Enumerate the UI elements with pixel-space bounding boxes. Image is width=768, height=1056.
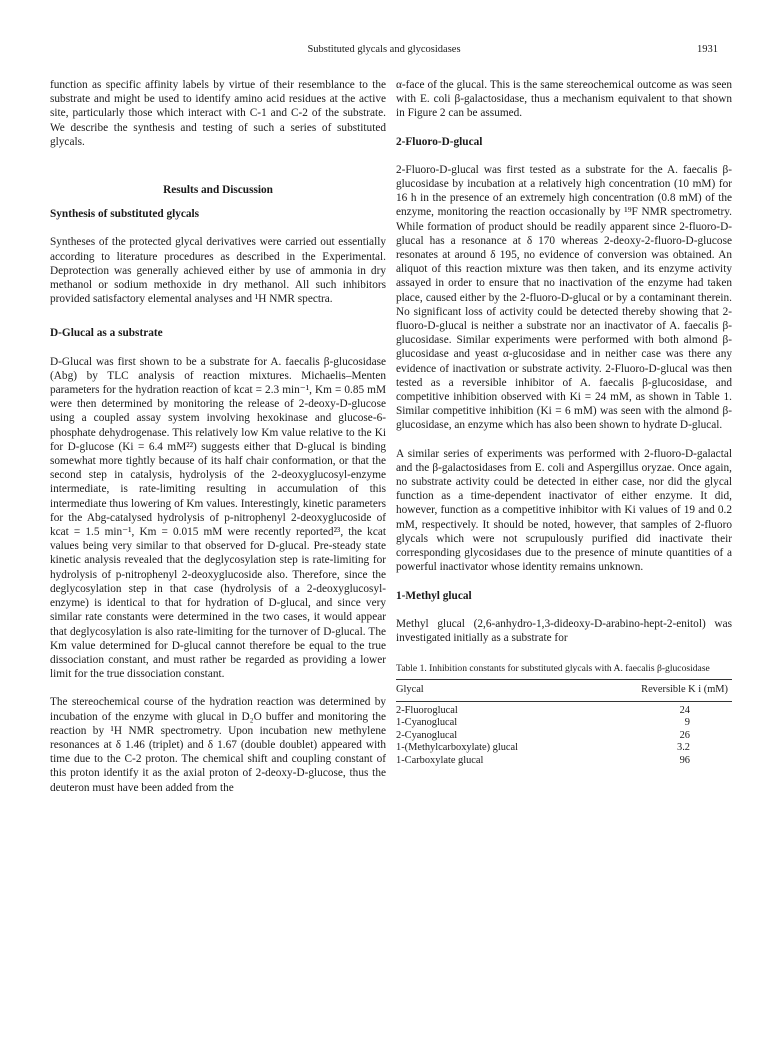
section-heading-dglucal: D-Glucal as a substrate [50,327,163,340]
page-number: 1931 [697,44,718,55]
section-heading-fluoroglucal: 2-Fluoro-D-glucal [396,135,483,148]
table-cell-glycal: 1-Carboxylate glucal [396,755,484,767]
section-heading-synthesis: Synthesis of substituted glycals [50,208,200,221]
section-heading-results: Results and Discussion [163,184,273,197]
paragraph-synthesis: Syntheses of the protected glycal derivatives were carried out essentially according to literature procedures as described in the Experimental. Deprotection was generally achieved either by use of ammonia in dry methanol or sodium methoxide in dry methanol. All such inhibitors provided satisfactory elemental analyses and ¹H NMR spectra. [50,236,386,306]
table-cell-glycal: 1-Cyanoglucal [396,717,458,729]
table-row [396,742,732,755]
paragraph-stereochemistry: The stereochemical course of the hydration reaction was determined by incubation of the enzyme with glucal in D₂O buffer and monitoring the reaction by ¹H NMR spectrometry. Upon incubation new methylene resonances at δ 1.46 (triplet) and δ 1.67 (double doublet) appeared with time due to the C-2 proton. The chemical shift and coupling constant of this proton identify it as the axial proton of 2-deoxy-D-glucose, thus the deuteron must have been added from the [50,696,386,794]
table-cell-glycal: 1-(Methylcarboxylate) glucal [396,742,519,754]
table-cell-glycal: 2-Fluoroglucal [396,704,458,716]
inhibition-table [396,679,732,768]
paragraph-dglucal: D-Glucal was first shown to be a substrate for A. faecalis β-glucosidase (Abg) by TLC analysis of reaction mixtures. Michaelis–Menten parameters for the hydration reaction of kcat = 2.3 min⁻¹, Km = 0.85 mM were then determined by monitoring the release of 2-deoxy-D-glucose using a coupled assay system involving hexokinase and glucose-6-phosphate dehydrogenase. This relatively low Km value relative to the Ki for D-glucose (Ki = 6.4 mM²²) suggests either that D-glucal is binding somewhat more tightly because of its half chair conformation, or that the second step in catalysis, hydrolysis of the 2-deoxyglucosyl-enzyme intermediate, is rate-limiting resulting in accumulation of this intermediate thus lowering of Km values. Interestingly, kinetic parameters for the Abg-catalysed hydrolysis of p-nitrophenyl 2-deoxyglucoside of kcat = 1.5 min⁻¹, Km = 0.015 mM were recently reported²³, the kcat values being very similar to that observed for D-glucal. Pre-steady state kinetic analysis revealed that the deglycosylation step is rate-limiting for hydrolysis of p-nitrophenyl 2-deoxyglucoside also. Therefore, since the deglycosylation step in that case (hydrolysis of a 2-deoxyglucosyl-enzyme) is identical to that for hydration of D-glucal, and since very similar rate constants were determined in the two cases, it would appear that deglycosylation is also rate-limiting for the turnover of D-glucal. The Km value determined for D-glucal cannot therefore be equal to the true dissociation constant, and must rather be regarded as providing a lower limit for the true dissociation constant. [50,355,386,681]
table-header-value: Reversible K i (mM) [589,680,732,702]
table-row [396,701,732,717]
running-title: Substituted glycals and glycosidases [307,44,461,55]
table-cell-value: 24 [679,704,690,716]
running-header [0,44,768,60]
left-column [50,78,386,809]
table-header-glycal: Glycal [396,680,589,702]
table-cell-value: 3.2 [677,742,690,754]
section-heading-methylglucal: 1-Methyl glucal [396,589,472,602]
table-row [396,755,732,768]
table-cell-glycal: 2-Cyanoglucal [396,729,458,741]
table-cell-value: 9 [684,717,690,729]
table-row [396,717,732,730]
paragraph-fluoroglucal: 2-Fluoro-D-glucal was first tested as a substrate for the A. faecalis β-glucosidase by incubation at a relatively high concentration (10 mM) for 16 h in the presence of an extremely high concentration (0.8 mM) of the enzyme, monitoring the reaction occasionally by ¹⁹F NMR spectrometry. While formation of product should be readily apparent since 2-fluoro-D-glucal has a resonance at δ 170 whereas 2-deoxy-2-fluoro-D-glucose resonates at around δ 195, no evidence of conversion was obtained. An aliquot of this reaction mixture was then taken, and its enzyme activity assayed in order to ensure that no inactivation of the enzyme had taken place, caused either by the 2-fluoro-D-glucal or by a contaminant therein. No significant loss of activity could be detected thereby showing that 2-fluoro-D-glucal is neither a substrate nor an inactivator of A. faecalis β-glucosidase. Similar experiments were performed with both almond β-glucosidase and yeast α-glucosidase and in neither case was there any evidence of inactivation or substrate activity. 2-Fluoro-D-glucal was then tested as a reversible inhibitor of A. faecalis β-glucosidase, and competitive inhibition observed with Ki = 24 mM, as shown in Table 1. Similar competitive inhibition (Ki = 6 mM) was seen with the almond β-glucosidase, an enzyme which has also been shown to hydrate D-glucal. [396,163,732,432]
paragraph-continued: α-face of the glucal. This is the same stereochemical outcome as was seen with E. coli β-galactosidase, thus a mechanism equivalent to that shown in Figure 2 can be assumed. [396,79,732,120]
paragraph-galactal: A similar series of experiments was performed with 2-fluoro-D-galactal and the β-galactosidases from E. coli and Aspergillus oryzae. Once again, no substrate activity could be detected in either case, nor did the glycal function as a time-dependent inactivator of either enzyme. It did, however, function as a competitive inhibitor with Ki values of 19 and 0.2 mM, respectively. It should be noted, however, that samples of 2-fluoro glycals which were not scrupulously purified did inactivate their corresponding glycosidases due to the presence of minute quantities of a powerful inactivator whose identity remains unknown. [396,447,732,574]
table-cell-value: 96 [679,755,690,767]
paragraph-methylglucal: Methyl glucal (2,6-anhydro-1,3-dideoxy-D-arabino-hept-2-enitol) was investigated initially as a substrate for [396,617,732,644]
paragraph-intro: function as specific affinity labels by virtue of their resemblance to the substrate and might be used to identify amino acid residues at the active site, particularly those which interact with C-1 and C-2 of the substrate. We describe the synthesis and testing of such a series of substituted glycals. [50,79,386,148]
table-row [396,730,732,743]
right-column [396,78,732,768]
table-cell-value: 26 [679,729,690,741]
table-caption: Table 1. Inhibition constants for substituted glycals with A. faecalis β-glucosidase [396,663,710,675]
